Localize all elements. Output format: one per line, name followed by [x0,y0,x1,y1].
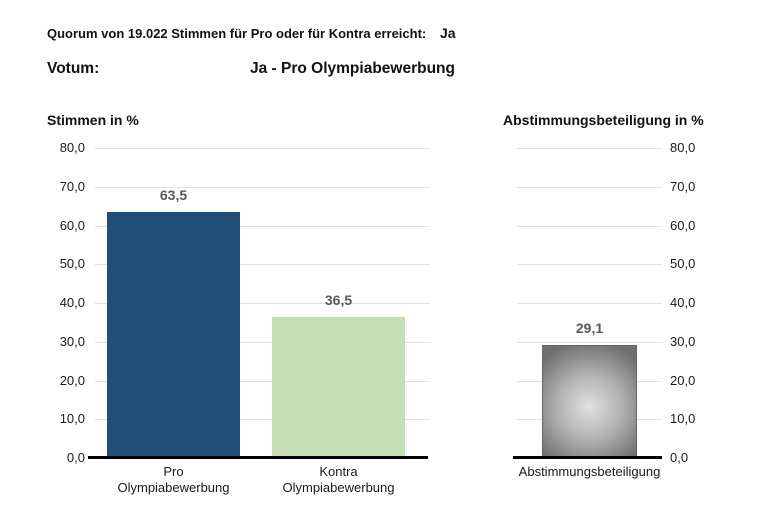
votum-label: Votum: [47,60,100,77]
y-axis-tick: 0,0 [670,450,689,465]
y-axis-tick: 20,0 [670,373,696,388]
y-axis-tick: 60,0 [670,218,696,233]
y-axis-tick: 10,0 [670,411,696,426]
y-axis-tick: 70,0 [670,179,696,194]
gridline [517,342,662,343]
y-axis-tick: 40,0 [59,295,85,310]
y-axis-tick: 30,0 [670,334,696,349]
y-axis-tick: 60,0 [59,218,85,233]
y-axis-tick: 40,0 [670,295,696,310]
gridline [517,226,662,227]
chart-stimmen-title: Stimmen in % [47,112,139,128]
chart-beteiligung-title: Abstimmungsbeteiligung in % [503,112,704,128]
bar-value-label: 29,1 [575,320,604,336]
quorum-value: Ja [440,25,456,41]
bar-kontra [272,317,405,458]
bar-value-label: 63,5 [159,187,188,203]
y-axis-tick: 10,0 [59,411,85,426]
y-axis-tick: 80,0 [670,140,696,155]
gridline [517,187,662,188]
x-axis-label: Pro Olympiabewerbung [117,464,230,495]
y-axis-tick: 50,0 [670,256,696,271]
bar-value-label: 36,5 [324,292,353,308]
y-axis-tick: 0,0 [66,450,85,465]
axis-baseline [88,456,428,459]
y-axis-tick: 30,0 [59,334,85,349]
gridline [517,264,662,265]
y-axis-tick: 20,0 [59,373,85,388]
votum-value: Ja - Pro Olympiabewerbung [250,60,455,77]
y-axis-tick: 80,0 [59,140,85,155]
bar-pro [107,212,240,458]
bar-beteiligung [542,345,637,458]
gridline [517,303,662,304]
gridline [517,148,662,149]
y-axis-tick: 70,0 [59,179,85,194]
axis-baseline [513,456,662,459]
quorum-label: Quorum von 19.022 Stimmen für Pro oder für Kontra erreicht: [47,26,427,41]
x-axis-label: Kontra Olympiabewerbung [282,464,395,495]
y-axis-tick: 50,0 [59,256,85,271]
gridline [95,148,430,149]
x-axis-label: Abstimmungsbeteiligung [518,464,661,479]
